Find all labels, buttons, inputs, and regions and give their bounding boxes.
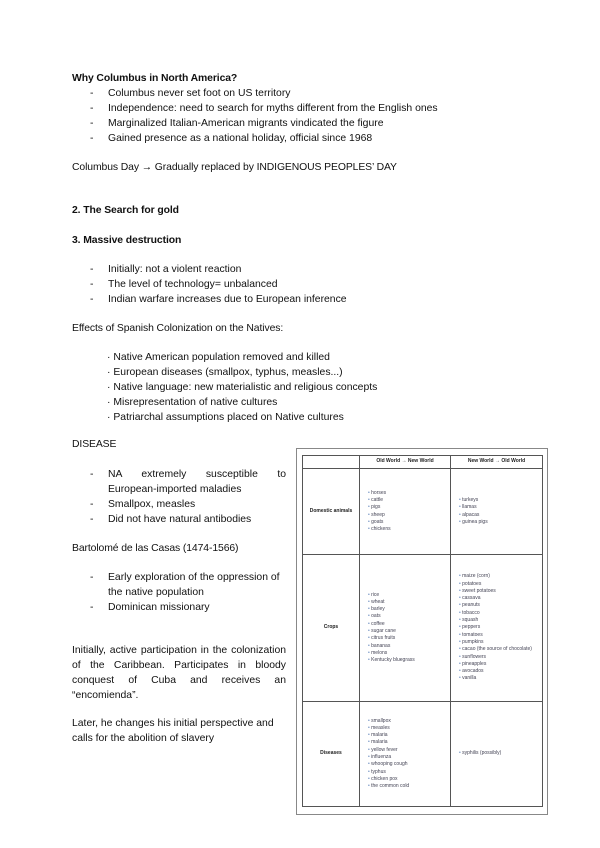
list-item: • coffee [368,621,448,628]
diseases-old-to-new [360,702,451,807]
list-item: · Native American population removed and killed [107,350,377,365]
list-item: • tobacco [459,610,540,617]
list-item: • cassava [459,595,540,602]
list-item: • citrus fruits [368,635,448,642]
list-item: • Kentucky bluegrass [368,657,448,664]
row-label-crops: Crops [303,555,360,702]
list-item: • bananas [368,643,448,650]
list-item: • sunflowers [459,654,540,661]
exchange-table [302,455,543,807]
list-item: · Misrepresentation of native cultures [107,395,377,410]
table-header-new-to-old: New World → Old World [451,456,543,469]
list-item: - Did not have natural antibodies [90,512,286,527]
list-item: • oats [368,613,448,620]
list-item: • turkeys [459,497,540,504]
list-item: • sweet potatoes [459,588,540,595]
list-item: - Smallpox, measles [90,497,286,512]
list-item: • potatoes [459,581,540,588]
casas-bullet-list [90,570,286,615]
list-item: • measles [368,725,448,732]
row-label-animals: Domestic animals [303,469,360,555]
animals-new-to-old [451,469,543,555]
casas-paragraph-1: Initially, active participation in the colonization of the Caribbean. Participates in bloody conquest of Cuba and receives an “encomienda”. [72,645,286,701]
list-item: • typhus [368,769,448,776]
list-item: • syphilis (possibly) [459,750,540,757]
list-item: - Independence: need to search for myths different from the English ones [90,101,438,116]
list-item: • barley [368,606,448,613]
list-item: - Indian warfare increases due to European inference [90,292,347,307]
list-item: • pineapples [459,661,540,668]
list-item: - Dominican missionary [90,600,286,615]
list-item: • malaria [368,739,448,746]
list-item: - Gained presence as a national holiday, official since 1968 [90,131,438,146]
list-item: • guinea pigs [459,519,540,526]
casas-heading: Bartolomé de las Casas (1474-1566) [72,543,239,554]
columbus-bullet-list [90,86,438,146]
list-item: • squash [459,617,540,624]
list-item: • sugar cane [368,628,448,635]
list-item: • wheat [368,599,448,606]
list-item: - NA extremely susceptible to European-imported maladies [90,467,286,497]
list-item: - Early exploration of the oppression of the native population [90,570,286,600]
list-item: • llamas [459,504,540,511]
list-item: • avocados [459,668,540,675]
list-item: · European diseases (smallpox, typhus, measles...) [107,365,377,380]
list-item: • cacao (the source of chocolate) [459,646,540,653]
list-item: · Patriarchal assumptions placed on Native cultures [107,410,377,425]
list-item: - The level of technology= unbalanced [90,277,347,292]
section-title-destruction: 3. Massive destruction [72,235,182,246]
list-item: • melons [368,650,448,657]
list-item: • influenza [368,754,448,761]
list-item: • smallpox [368,718,448,725]
destruction-bullet-list [90,262,347,307]
list-item: • yellow fever [368,747,448,754]
list-item: • alpacas [459,512,540,519]
columbus-day-line: Columbus Day → Gradually replaced by INDIGENOUS PEOPLES’ DAY [72,162,397,173]
list-item: • chickens [368,526,448,533]
list-item: • tomatoes [459,632,540,639]
table-header-old-to-new: Old World → New World [360,456,451,469]
table-row [303,555,543,702]
disease-bullet-list [90,467,286,527]
section-title-gold: 2. The Search for gold [72,205,179,216]
list-item: • horses [368,490,448,497]
effects-heading: Effects of Spanish Colonization on the Natives: [72,323,284,334]
table-header-empty [303,456,360,469]
list-item: • malaria [368,732,448,739]
crops-old-to-new [360,555,451,702]
list-item: • maize (corn) [459,573,540,580]
casas-paragraph-2: Later, he changes his initial perspective and calls for the abolition of slavery [72,718,274,744]
table-row [303,702,543,807]
list-item: • peanuts [459,602,540,609]
animals-old-to-new [360,469,451,555]
list-item: • pumpkins [459,639,540,646]
list-item: • rice [368,592,448,599]
list-item: • sheep [368,512,448,519]
list-item: • cattle [368,497,448,504]
row-label-diseases: Diseases [303,702,360,807]
diseases-new-to-old [451,702,543,807]
list-item: • vanilla [459,675,540,682]
list-item: • whooping cough [368,761,448,768]
list-item: • the common cold [368,783,448,790]
list-item: · Native language: new materialistic and religious concepts [107,380,377,395]
disease-heading: DISEASE [72,439,117,450]
crops-new-to-old [451,555,543,702]
list-item: - Marginalized Italian-American migrants vindicated the figure [90,116,438,131]
columbian-exchange-table-figure [296,448,548,815]
effects-list [107,350,377,425]
list-item: • peppers [459,624,540,631]
section-title-columbus: Why Columbus in North America? [72,73,238,84]
table-header-row [303,456,543,469]
list-item: • goats [368,519,448,526]
list-item: • chicken pox [368,776,448,783]
list-item: - Columbus never set foot on US territory [90,86,438,101]
list-item: - Initially: not a violent reaction [90,262,347,277]
table-row [303,469,543,555]
list-item: • pigs [368,504,448,511]
